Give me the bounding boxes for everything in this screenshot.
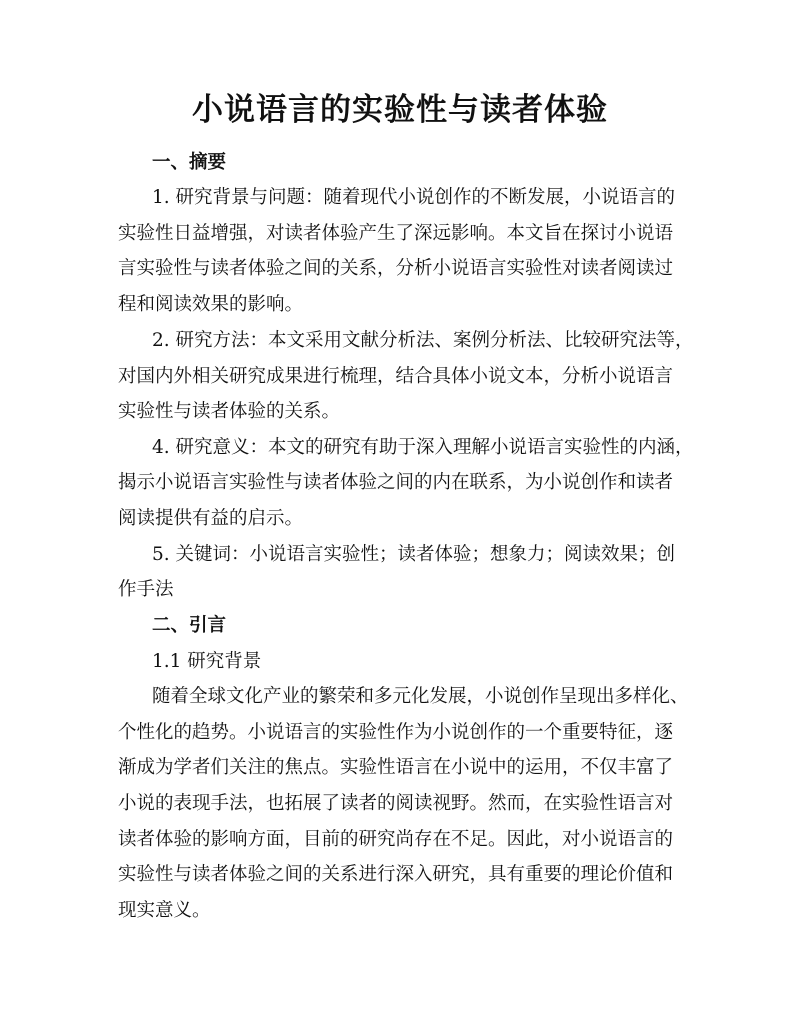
document-title: 小说语言的实验性与读者体验 xyxy=(192,92,608,128)
section-heading-introduction: 二、引言 xyxy=(152,615,227,636)
subsection-heading: 1.1 研究背景 xyxy=(152,651,262,672)
paragraph-line: 对国内外相关研究成果进行梳理，结合具体小说文本，分析小说语言 xyxy=(118,366,674,387)
paragraph-line: 随着全球文化产业的繁荣和多元化发展，小说创作呈现出多样化、 xyxy=(152,686,689,707)
paragraph-line: 作手法 xyxy=(118,579,174,600)
paragraph-line: 程和阅读效果的影响。 xyxy=(118,294,304,315)
paragraph-line: 实验性与读者体验的关系。 xyxy=(118,401,341,422)
paragraph-line: 实验性与读者体验之间的关系进行深入研究，具有重要的理论价值和 xyxy=(118,864,674,885)
paragraph-line: 1. 研究背景与问题：随着现代小说创作的不断发展，小说语言的 xyxy=(152,187,676,208)
paragraph-line: 现实意义。 xyxy=(118,900,211,921)
paragraph-line: 2. 研究方法：本文采用文献分析法、案例分析法、比较研究法等， xyxy=(152,330,694,351)
section-heading-abstract: 一、摘要 xyxy=(152,152,227,173)
paragraph-line: 5. 关键词：小说语言实验性；读者体验；想象力；阅读效果；创 xyxy=(152,544,676,565)
paragraph-line: 读者体验的影响方面，目前的研究尚存在不足。因此，对小说语言的 xyxy=(118,829,674,850)
paragraph-line: 4. 研究意义：本文的研究有助于深入理解小说语言实验性的内涵， xyxy=(152,437,694,458)
paragraph-line: 阅读提供有益的启示。 xyxy=(118,508,304,529)
paragraph-line: 渐成为学者们关注的焦点。实验性语言在小说中的运用，不仅丰富了 xyxy=(118,757,674,778)
paragraph-line: 个性化的趋势。小说语言的实验性作为小说创作的一个重要特征，逐 xyxy=(118,722,674,743)
paragraph-line: 揭示小说语言实验性与读者体验之间的内在联系，为小说创作和读者 xyxy=(118,472,674,493)
paragraph-line: 小说的表现手法，也拓展了读者的阅读视野。然而，在实验性语言对 xyxy=(118,793,674,814)
paragraph-line: 实验性日益增强，对读者体验产生了深远影响。本文旨在探讨小说语 xyxy=(118,223,674,244)
paragraph-line: 言实验性与读者体验之间的关系，分析小说语言实验性对读者阅读过 xyxy=(118,258,674,279)
